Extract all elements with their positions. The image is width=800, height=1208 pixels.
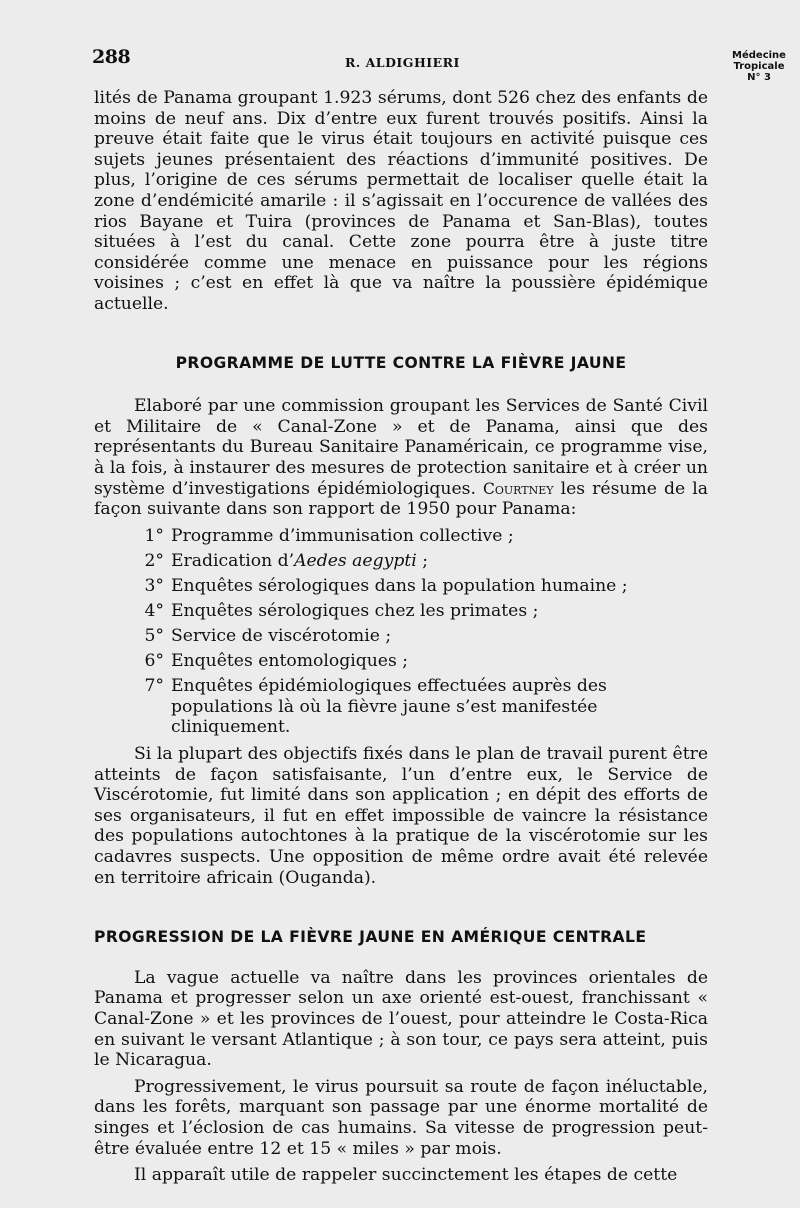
species-name: Aedes aegypti bbox=[294, 550, 417, 571]
list-item bbox=[94, 676, 708, 738]
paragraph: lités de Panama groupant 1.923 sérums, dont 526 chez des enfants de moins de neuf ans. Dix d’entre eux furent trouvés positifs. Ainsi la preuve était faite que le virus était toujours en activité puisque ces sujets jeunes présentaient des réactions d’immunité positives. De plus, l’origine de ces sérums permettait de localiser quelle était la zone d’endémicité amarile : il s’agissait en l’occurence de vallées des rios Bayane et Tuira (provinces de Panama et San-Blas), toutes situées à l’est du canal. Cette zone pourra être à juste titre considérée comme une menace en puissance pour les régions voisines ; c’est en effet là que va naître la poussière épidémique actuelle. bbox=[94, 88, 708, 314]
list-number: 3° bbox=[144, 575, 164, 596]
paragraph: La vague actuelle va naître dans les provinces orientales de Panama et progresser selon un axe orienté est-ouest, franchissant « Canal-Zone » et les provinces de l’ouest, pour atteindre le Costa-Rica en suivant le versant Atlantique ; à son tour, ce pays sera atteint, puis le Nicaragua. bbox=[94, 967, 708, 1071]
paragraph bbox=[94, 396, 708, 520]
paragraph-text: Elaboré par une commission groupant les Services de Santé Civil et Militaire de « Canal-Zone » et de Panama, ainsi que des représentants du Bureau Sanitaire Panaméricain, ce programme vise, à la fois, à instaurer des mesures de protection sanitaire et à créer un système d’investigations épidémiologiques. bbox=[94, 396, 708, 499]
list-text: Programme d’immunisation collective ; bbox=[171, 525, 514, 546]
running-title: R. ALDIGHIERI bbox=[345, 55, 460, 70]
article-body bbox=[94, 88, 708, 1186]
section-title: PROGRAMME DE LUTTE CONTRE LA FIÈVRE JAUNE bbox=[175, 353, 627, 372]
page-number: 288 bbox=[92, 46, 131, 68]
list-item bbox=[94, 576, 708, 597]
list-number: 6° bbox=[144, 651, 164, 672]
list-item bbox=[94, 626, 708, 647]
list-text: Enquêtes sérologiques chez les primates ; bbox=[171, 600, 539, 621]
journal-issue: N° 3 bbox=[747, 72, 771, 83]
program-list bbox=[94, 526, 708, 738]
list-item bbox=[94, 601, 708, 622]
list-text: Enquêtes sérologiques dans la population humaine ; bbox=[171, 575, 628, 596]
list-text bbox=[171, 551, 708, 572]
list-item bbox=[94, 651, 708, 672]
list-item bbox=[94, 551, 708, 572]
paragraph: Progressivement, le virus poursuit sa route de façon inéluctable, dans les forêts, marquant son passage par une énorme mortalité de singes et l’éclosion de cas humains. Sa vitesse de progression peut-être évaluée entre 12 et 15 « miles » par mois. bbox=[94, 1076, 708, 1159]
list-text-part: ; bbox=[416, 550, 428, 571]
list-number: 1° bbox=[144, 525, 164, 546]
list-text: Service de viscérotomie ; bbox=[171, 626, 392, 647]
journal-line: Tropicale bbox=[733, 61, 785, 72]
journal-name bbox=[724, 50, 794, 83]
list-text: Enquêtes entomologiques ; bbox=[171, 651, 409, 672]
paragraph: Il apparaît utile de rappeler succinctement les étapes de cette bbox=[134, 1165, 678, 1186]
list-text-part: Eradication d’ bbox=[171, 550, 295, 571]
paragraph: Si la plupart des objectifs fixés dans le plan de travail purent être atteints de façon satisfaisante, l’un d’entre eux, le Service de Viscérotomie, fut limité dans son application ; en dépit des efforts de ses organisateurs, il fut en effet impossible de vaincre la résistance des populations autochtones à la pratique de la viscérotomie sur les cadavres suspects. Une opposition de même ordre avait été relevée en territoire africain (Ouganda). bbox=[94, 744, 708, 888]
section-title: PROGRESSION DE LA FIÈVRE JAUNE EN AMÉRIQUE CENTRALE bbox=[94, 928, 647, 947]
list-number: 5° bbox=[144, 626, 164, 647]
list-text: Enquêtes épidémiologiques effectuées auprès des populations là où la fièvre jaune s’est manifestée cliniquement. bbox=[171, 676, 607, 738]
list-number: 4° bbox=[144, 600, 164, 621]
list-number: 2° bbox=[144, 550, 164, 571]
list-number: 7° bbox=[144, 676, 164, 697]
list-item bbox=[94, 526, 708, 547]
paragraph-text: les résume de la façon suivante dans son rapport de 1950 pour Panama: bbox=[94, 478, 708, 520]
author-name: Courtney bbox=[483, 479, 554, 498]
journal-line: Médecine bbox=[732, 50, 786, 61]
